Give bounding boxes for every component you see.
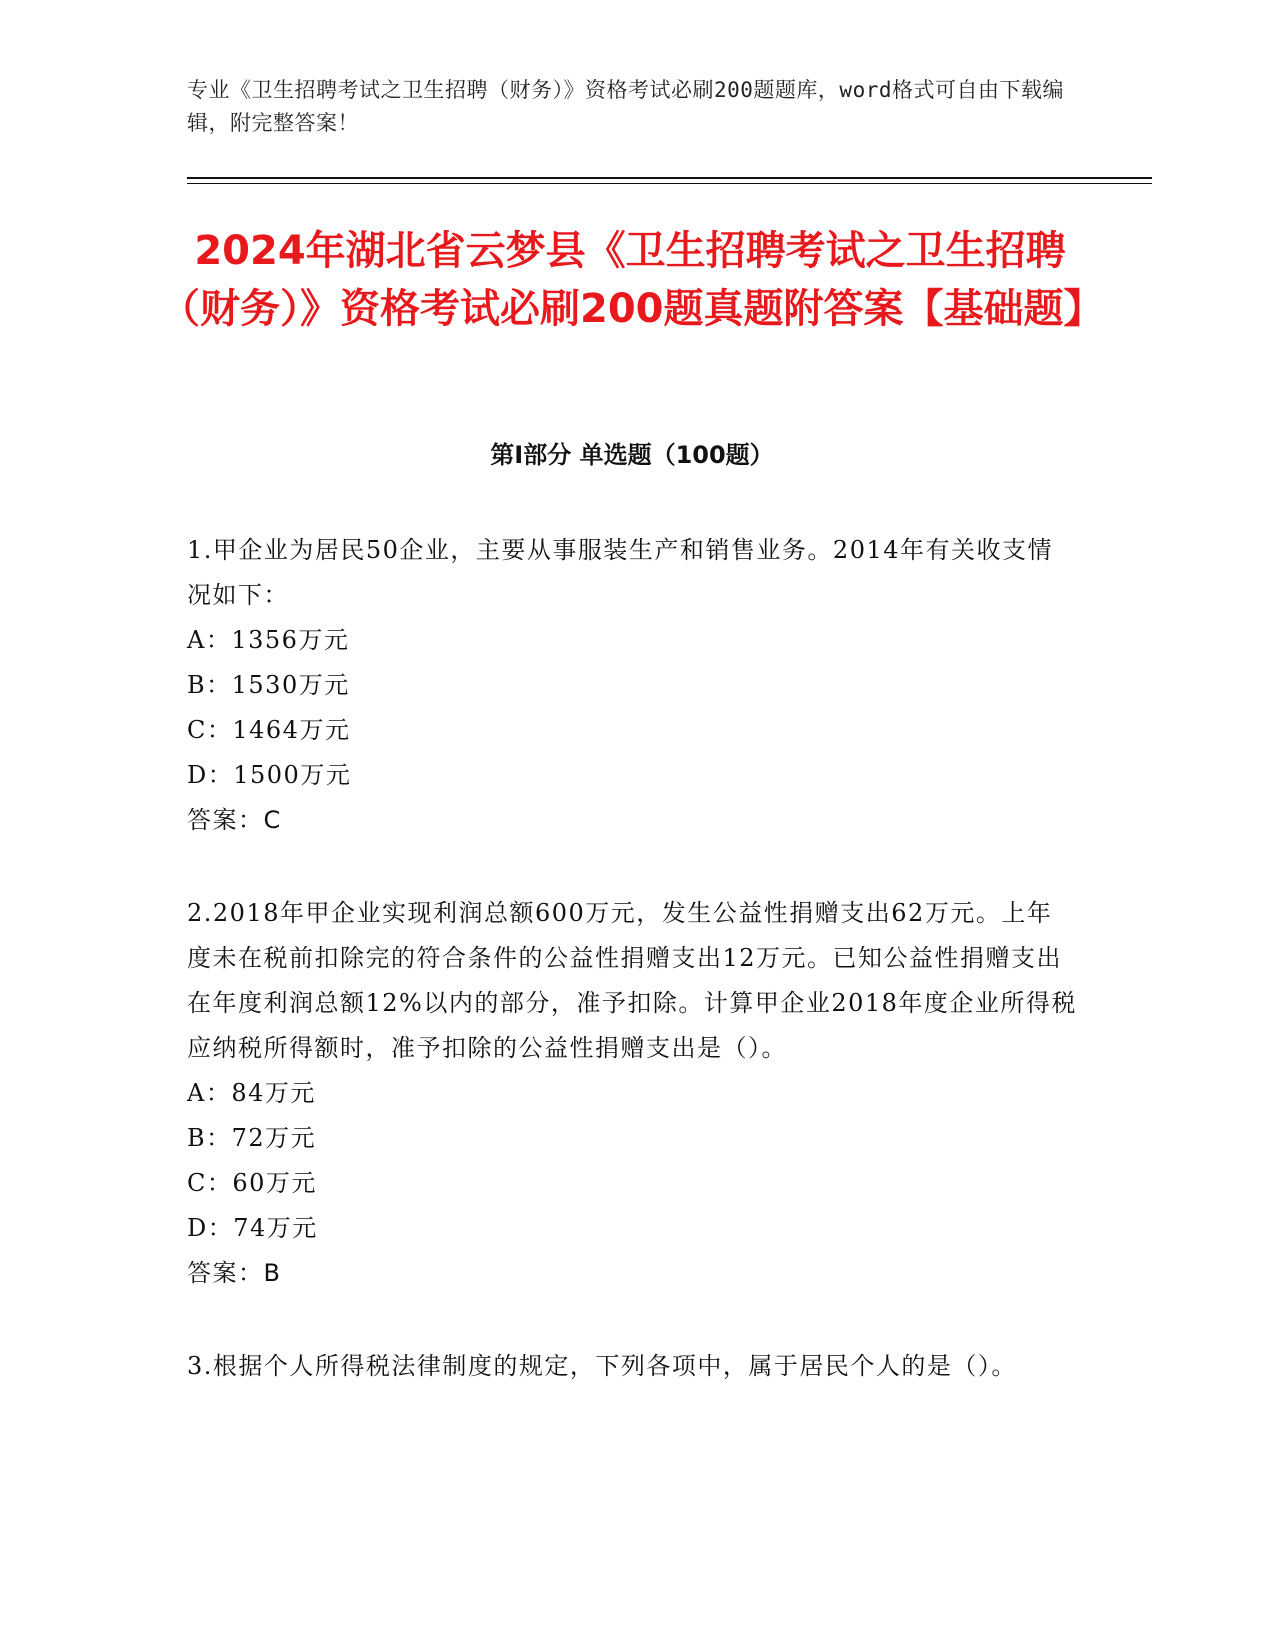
question-3 (187, 1344, 1077, 1389)
section-title: 第Ⅰ部分 单选题（100题） (490, 441, 774, 469)
option-b: B：72万元 (187, 1124, 317, 1152)
option-a: A：84万元 (187, 1079, 316, 1107)
option-d: D：1500万元 (187, 761, 352, 789)
option-d: D：74万元 (187, 1214, 318, 1242)
question-list (187, 528, 1077, 1437)
question-stem: 2.2018年甲企业实现利润总额600万元，发生公益性捐赠支出62万元。上年度未在税前扣除完的符合条件的公益性捐赠支出12万元。已知公益性捐赠支出在年度利润总额12%以内的部分，准予扣除。计算甲企业2018年度企业所得税应纳税所得额时，准予扣除的公益性捐赠支出是（）。 (187, 899, 1077, 1062)
option-c: C：60万元 (187, 1169, 317, 1197)
document-title: 2024年湖北省云梦县《卫生招聘考试之卫生招聘（财务）》资格考试必刷200题真题附答案【基础题】 (160, 228, 1104, 332)
question-1 (187, 528, 1077, 843)
header-divider-thin (187, 183, 1152, 184)
question-stem: 3.根据个人所得税法律制度的规定，下列各项中，属于居民个人的是（）。 (187, 1352, 1017, 1380)
question-stem: 1.甲企业为居民50企业，主要从事服装生产和销售业务。2014年有关收支情况如下： (187, 536, 1054, 609)
option-a: A：1356万元 (187, 626, 350, 654)
header-note: 专业《卫生招聘考试之卫生招聘（财务）》资格考试必刷200题题库，word格式可自由下载编辑，附完整答案！ (187, 78, 1064, 135)
option-c: C：1464万元 (187, 716, 351, 744)
answer: 答案：C (187, 806, 282, 834)
header-divider-thick (187, 177, 1152, 179)
answer: 答案：B (187, 1259, 282, 1287)
question-2 (187, 891, 1077, 1296)
option-b: B：1530万元 (187, 671, 350, 699)
